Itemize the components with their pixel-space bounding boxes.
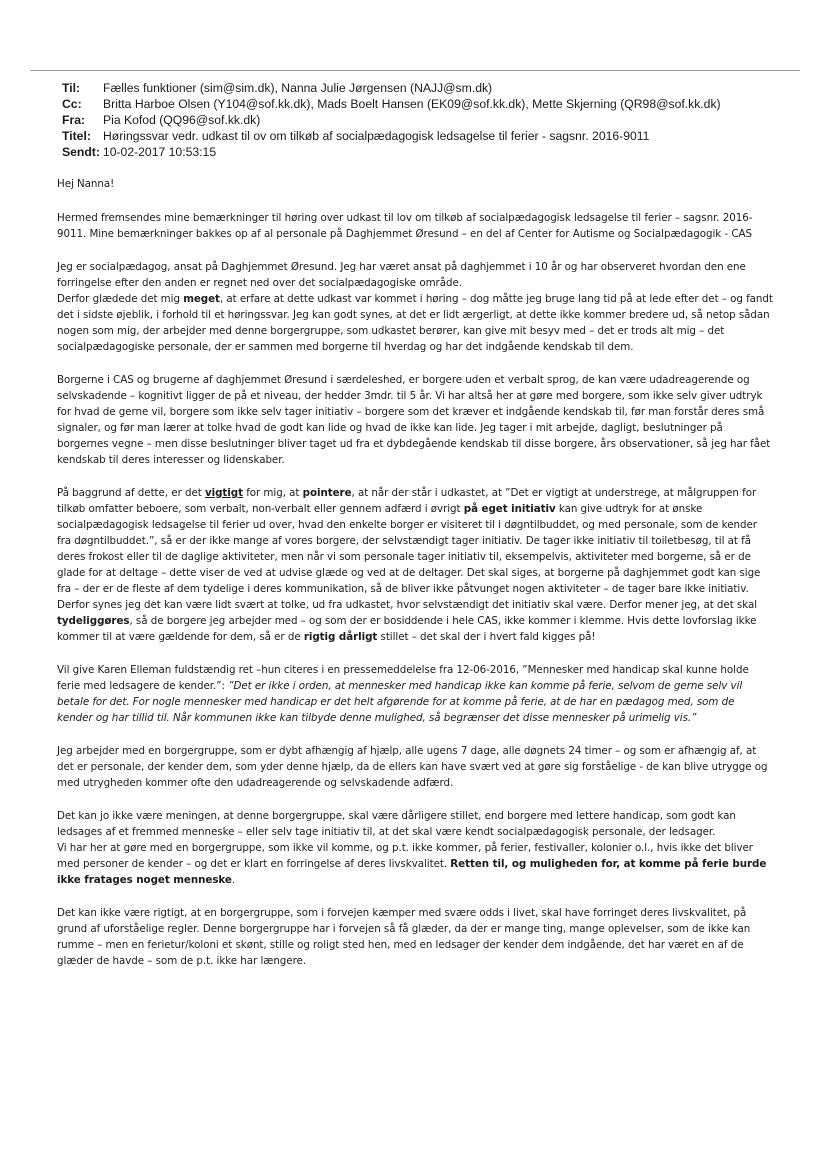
to-label: Til:	[62, 81, 81, 95]
paragraph-4-emphasis: vigtigt	[204, 487, 243, 499]
email-header	[62, 80, 802, 160]
paragraph-4	[57, 485, 773, 645]
paragraph-2-intro: Jeg er socialpædagog, ansat på Daghjemmet Øresund. Jeg har været ansat på daghjemmet i 10 år og har observeret hvordan den ene forringelse efter den anden er regnet ned over det socialpædagogiske område.	[57, 261, 746, 289]
sent-row	[62, 144, 802, 160]
paragraph-4-text: for mig, at	[242, 487, 303, 499]
cc-label: Cc:	[62, 97, 82, 111]
paragraph-4-text: , at når der står i udkastet, at ”Det er vigtigt at understrege, at målgruppen for tilkøb omfatter beboere, som verbalt, non-verbalt eller gennem adfærd i øvrigt	[57, 487, 757, 515]
header-divider	[30, 70, 800, 71]
paragraph-4-emphasis: pointere	[302, 487, 352, 499]
paragraph-4-emphasis: tydeliggøres	[57, 615, 130, 627]
paragraph-8: Det kan ikke være rigtigt, at en borgergruppe, som i forvejen kæmper med svære odds i livet, skal have forringet deres livskvalitet, på grund af uforståelige regler. Denne borgergruppe har i forvejen så få glæder, da der er mange ting, mange oplevelser, som de ikke kan rumme – men en ferietur/koloni et skønt, stille og roligt sted hen, med en ledsager der kender dem indgående, det har været en af de glæder de havde – som de p.t. ikke har længere.	[57, 907, 751, 967]
greeting: Hej Nanna!	[57, 178, 115, 190]
paragraph-7-intro: Det kan jo ikke være meningen, at denne borgergruppe, skal være dårligere stillet, end borgere med lettere handicap, som godt kan ledsages af et fremmed menneske – eller selv tage initiativ til, at det skal være kendt socialpædagogisk personale, der ledsager.	[57, 810, 736, 838]
title-label: Titel:	[62, 129, 91, 143]
to-value: Fælles funktioner (sim@sim.dk), Nanna Julie Jørgensen (NAJJ@sm.dk)	[103, 81, 493, 95]
paragraph-2-text: Derfor glædede det mig	[57, 293, 184, 305]
press-quote: ”Det er ikke i orden, at mennesker med handicap ikke kan komme på ferie, selvom de gerne selv vil betale for det. For nogle mennesker med handicap er det helt afgørende for at komme på ferie, at de har en pædagog med, som de kender og har tillid til. Når kommunen ikke kan tilbyde denne mulighed, så begrænser det disse mennesker på urimelig vis.”	[57, 680, 743, 724]
paragraph-7-text: Vi har her at gøre med en borgergruppe, som ikke vil komme, og p.t. ikke kommer, på ferier, festivaller, kolonier o.l., hvis ikke det bliver med personer de kender – og det er klart en forringelse af deres livskvalitet.	[57, 842, 753, 870]
sent-label: Sendt:	[62, 145, 100, 159]
sent-value: 10-02-2017 10:53:15	[102, 145, 217, 159]
paragraph-4-emphasis: på eget initiativ	[463, 503, 556, 515]
paragraph-6: Jeg arbejder med en borgergruppe, som er dybt afhængig af hjælp, alle ugens 7 dage, alle døgnets 24 timer – og som er afhængig af, at det er personale, der kender dem, som yder denne hjælp, da de ellers kan have svært ved at gøre sig forståelige - de kan blive utrygge og med utrygheden kommer ofte den udadreagerende og selvskadende adfærd.	[57, 745, 768, 789]
paragraph-3: Borgerne i CAS og brugerne af daghjemmet Øresund i særdeleshed, er borgere uden et verbalt sprog, de kan være udadreagerende og selvskadende – kognitivt ligger de på et niveau, der hedder 3mdr. til 5 år. Vi har altså her at gøre med borgere, som ikke selv giver udtryk for hvad de gerne vil, borgere som ikke selv tager initiativ – borgere som det kræver et indgående kendskab til, før man forstår deres små signaler, og før man lærer at tolke hvad de godt kan lide og hvad de ikke kan lide. Jeg tager i mit arbejde, dagligt, beslutninger på borgernes vegne – men disse beslutninger bliver taget ud fra et dybdegående kendskab til disse borgere, års observationer, så jeg har fået kendskab til deres interesser og lidenskaber.	[57, 374, 771, 466]
paragraph-2-text: , at erfare at dette udkast var kommet i høring – dog måtte jeg bruge lang tid på at lede efter det – og fandt det i sidste øjeblik, i forhold til et høringssvar. Jeg kan godt synes, at det er lidt ærgerligt, at dette ikke kommer bredere ud, så netop sådan nogen som mig, der arbejder med denne borgergruppe, som udkastet berører, kan give mit besyv med – det er trods alt mig – det socialpædagogiske personale, der er sammen med borgerne til hverdag og har det indgående kendskab til dem.	[57, 293, 773, 353]
paragraph-5	[57, 662, 773, 726]
cc-value: Britta Harboe Olsen (Y104@sof.kk.dk), Mads Boelt Hansen (EK09@sof.kk.dk), Mette Skjerning (QR98@sof.kk.dk)	[103, 97, 721, 111]
paragraph-7	[57, 808, 773, 888]
paragraph-4-text: , så de borgere jeg arbejder med – og som der er bosiddende i hele CAS, ikke kommer i klemme. Hvis dette lovforslag ikke kommer til at være gældende for dem, så er de	[57, 615, 757, 643]
to-row	[62, 80, 802, 96]
from-row	[62, 112, 802, 128]
paragraph-4-text: kan give udtryk for at ønske socialpædagogisk ledsagelse til ferier ud over, hvad den enkelte borger er visiteret til i døgntilbuddet, og med personale, som de kender fra døgntilbuddet.”, så er der ikke mange af vores borgere, der selvstændigt tager initiativ. De tager ikke initiativ til toiletbesøg, til at få deres frokost eller til de daglige aktiviteter, men når vi som personale tager initiativ til, eksempelvis, aktiviteter med borgerne, så er de glade for at deltage – dette viser de ved at udvise glæde og ved at de deltager. Det skal siges, at borgerne på daghjemmet godt kan sige fra – der er de fleste af dem tydelige i deres kommunikation, så de bliver ikke påtvunget nogen aktiviteter – de tager bare ikke initiativ. Derfor synes jeg det kan være lidt svært at tolke, ud fra udkastet, hvor selvstændigt det initiativ skal være. Derfor mener jeg, at det skal	[57, 503, 761, 611]
title-value: Høringssvar vedr. udkast til ov om tilkøb af socialpædagogisk ledsagelse til ferier - sagsnr. 2016-9011	[103, 129, 650, 143]
paragraph-2-emphasis: meget	[183, 293, 220, 305]
email-body	[57, 176, 773, 986]
paragraph-4-text: På baggrund af dette, er det	[57, 487, 205, 499]
paragraph-5-text: Vil give Karen Elleman fuldstændig ret –hun citeres i en pressemeddelelse fra 12-06-2016, ”Mennesker med handicap skal kunne holde ferie med ledsagere de kender.”:	[57, 664, 749, 692]
paragraph-1: Hermed fremsendes mine bemærkninger til høring over udkast til lov om tilkøb af socialpædagogisk ledsagelse til ferier – sagsnr. 2016-9011. Mine bemærkninger bakkes op af al personale på Daghjemmet Øresund – en del af Center for Autisme og Socialpædagogik - CAS	[57, 212, 753, 240]
paragraph-4-text: stillet – det skal der i hvert fald kigges på!	[377, 631, 596, 643]
paragraph-7-text: .	[231, 874, 236, 886]
paragraph-4-emphasis: rigtig dårligt	[303, 631, 378, 643]
title-row	[62, 128, 802, 144]
from-value: Pia Kofod (QQ96@sof.kk.dk)	[103, 113, 261, 127]
from-label: Fra:	[62, 113, 86, 127]
paragraph-2	[57, 259, 773, 355]
cc-row	[62, 96, 802, 112]
paragraph-7-emphasis: Retten til, og muligheden for, at komme på ferie burde ikke fratages noget menneske	[57, 858, 767, 886]
